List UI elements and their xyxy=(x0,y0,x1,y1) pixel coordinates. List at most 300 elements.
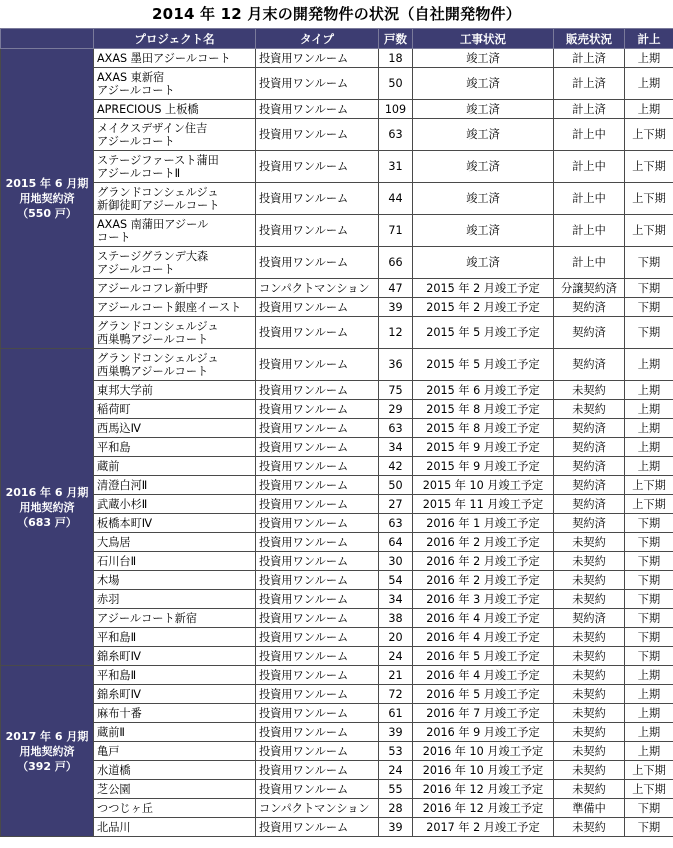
project-name-line: グランドコンシェルジュ xyxy=(97,351,219,365)
booking-cell: 上下期 xyxy=(625,476,673,495)
table-row xyxy=(1,400,673,419)
units-cell: 54 xyxy=(379,571,413,590)
sales-status-cell: 計上済 xyxy=(554,68,625,100)
booking-cell: 上下期 xyxy=(625,495,673,514)
page-title: 2014 年 12 月末の開発物件の状況（自社開発物件） xyxy=(152,5,521,23)
sales-status-cell: 計上中 xyxy=(554,247,625,279)
sales-status-cell: 未契約 xyxy=(554,818,625,837)
development-properties-table xyxy=(0,28,673,837)
project-name-cell xyxy=(94,381,256,400)
type-cell: 投資用ワンルーム xyxy=(256,666,379,685)
units-cell: 42 xyxy=(379,457,413,476)
table-row xyxy=(1,704,673,723)
sales-status-cell: 計上中 xyxy=(554,183,625,215)
construction-status-cell: 竣工済 xyxy=(413,119,554,151)
booking-cell: 下期 xyxy=(625,247,673,279)
type-cell: 投資用ワンルーム xyxy=(256,514,379,533)
type-cell: 投資用ワンルーム xyxy=(256,818,379,837)
construction-status-cell: 2016 年 2 月竣工予定 xyxy=(413,571,554,590)
sales-status-cell: 分譲契約済 xyxy=(554,279,625,298)
units-cell: 63 xyxy=(379,514,413,533)
booking-cell: 上下期 xyxy=(625,215,673,247)
project-name-line: 平和島 xyxy=(97,440,131,454)
project-name-cell xyxy=(94,533,256,552)
project-name-cell xyxy=(94,761,256,780)
sales-status-cell: 計上中 xyxy=(554,215,625,247)
units-cell: 64 xyxy=(379,533,413,552)
construction-status-cell: 竣工済 xyxy=(413,100,554,119)
project-name-cell xyxy=(94,151,256,183)
construction-status-cell: 2016 年 4 月竣工予定 xyxy=(413,609,554,628)
sales-status-cell: 契約済 xyxy=(554,298,625,317)
project-name-line: AXAS 東新宿 xyxy=(97,70,165,84)
project-name-line: 錦糸町Ⅳ xyxy=(97,687,141,701)
construction-status-cell: 2016 年 3 月竣工予定 xyxy=(413,590,554,609)
project-name-line: 清澄白河Ⅱ xyxy=(97,478,148,492)
type-cell: 投資用ワンルーム xyxy=(256,723,379,742)
sales-status-cell: 準備中 xyxy=(554,799,625,818)
type-cell: 投資用ワンルーム xyxy=(256,457,379,476)
project-name-line: 稲荷町 xyxy=(97,402,131,416)
type-cell: コンパクトマンション xyxy=(256,799,379,818)
booking-cell: 下期 xyxy=(625,533,673,552)
project-name-cell xyxy=(94,457,256,476)
project-name-line: 新御徒町アジールコート xyxy=(97,198,220,212)
sales-status-cell: 未契約 xyxy=(554,685,625,704)
type-cell: 投資用ワンルーム xyxy=(256,381,379,400)
booking-cell: 下期 xyxy=(625,571,673,590)
sales-status-cell: 計上中 xyxy=(554,151,625,183)
sales-status-cell: 未契約 xyxy=(554,780,625,799)
construction-status-cell: 2016 年 10 月竣工予定 xyxy=(413,742,554,761)
booking-cell: 下期 xyxy=(625,279,673,298)
type-cell: 投資用ワンルーム xyxy=(256,68,379,100)
project-name-cell xyxy=(94,183,256,215)
booking-cell: 上期 xyxy=(625,704,673,723)
booking-cell: 下期 xyxy=(625,647,673,666)
sales-status-cell: 未契約 xyxy=(554,647,625,666)
project-name-line: 亀戸 xyxy=(97,744,120,758)
header-row xyxy=(1,29,673,49)
table-row xyxy=(1,119,673,151)
project-name-line: アジールコート xyxy=(97,83,175,97)
units-cell: 66 xyxy=(379,247,413,279)
construction-status-cell: 2016 年 5 月竣工予定 xyxy=(413,685,554,704)
project-name-line: 木場 xyxy=(97,573,120,587)
table-row xyxy=(1,818,673,837)
sales-status-cell: 契約済 xyxy=(554,514,625,533)
booking-cell: 下期 xyxy=(625,799,673,818)
type-cell: 投資用ワンルーム xyxy=(256,100,379,119)
project-name-cell xyxy=(94,514,256,533)
project-name-line: 芝公園 xyxy=(97,782,131,796)
project-name-line: ステージファースト蒲田 xyxy=(97,153,219,167)
type-cell: 投資用ワンルーム xyxy=(256,49,379,68)
project-name-line: メイクスデザイン住吉 xyxy=(97,121,208,135)
sales-status-cell: 計上済 xyxy=(554,100,625,119)
units-cell: 61 xyxy=(379,704,413,723)
project-name-line: アジールコートⅡ xyxy=(97,166,181,180)
construction-status-cell: 2015 年 10 月竣工予定 xyxy=(413,476,554,495)
table-row xyxy=(1,183,673,215)
table-row xyxy=(1,349,673,381)
construction-status-cell: 竣工済 xyxy=(413,151,554,183)
units-cell: 109 xyxy=(379,100,413,119)
booking-cell: 下期 xyxy=(625,609,673,628)
construction-status-cell: 2015 年 11 月竣工予定 xyxy=(413,495,554,514)
booking-cell: 上期 xyxy=(625,438,673,457)
header-sales-status: 販売状況 xyxy=(554,29,625,49)
construction-status-cell: 2016 年 9 月竣工予定 xyxy=(413,723,554,742)
units-cell: 71 xyxy=(379,215,413,247)
table-row xyxy=(1,533,673,552)
type-cell: 投資用ワンルーム xyxy=(256,419,379,438)
project-name-cell xyxy=(94,298,256,317)
header-project-name: プロジェクト名 xyxy=(94,29,256,49)
project-name-line: 平和島Ⅱ xyxy=(97,668,137,682)
project-name-cell xyxy=(94,317,256,349)
table-row xyxy=(1,100,673,119)
units-cell: 18 xyxy=(379,49,413,68)
type-cell: 投資用ワンルーム xyxy=(256,533,379,552)
units-cell: 55 xyxy=(379,780,413,799)
project-name-cell xyxy=(94,247,256,279)
units-cell: 63 xyxy=(379,419,413,438)
table-row xyxy=(1,647,673,666)
project-name-line: グランドコンシェルジュ xyxy=(97,319,219,333)
type-cell: 投資用ワンルーム xyxy=(256,247,379,279)
construction-status-cell: 2015 年 8 月竣工予定 xyxy=(413,419,554,438)
table-row xyxy=(1,247,673,279)
type-cell: 投資用ワンルーム xyxy=(256,349,379,381)
booking-cell: 下期 xyxy=(625,317,673,349)
sales-status-cell: 未契約 xyxy=(554,666,625,685)
booking-cell: 下期 xyxy=(625,298,673,317)
table-row xyxy=(1,279,673,298)
table-row xyxy=(1,476,673,495)
project-name-line: 平和島Ⅱ xyxy=(97,630,137,644)
units-cell: 39 xyxy=(379,723,413,742)
project-name-cell xyxy=(94,685,256,704)
booking-cell: 上期 xyxy=(625,68,673,100)
sales-status-cell: 契約済 xyxy=(554,609,625,628)
sales-status-cell: 未契約 xyxy=(554,552,625,571)
table-row xyxy=(1,685,673,704)
construction-status-cell: 2016 年 1 月竣工予定 xyxy=(413,514,554,533)
units-cell: 29 xyxy=(379,400,413,419)
header-booking: 計上 xyxy=(625,29,673,49)
booking-cell: 下期 xyxy=(625,590,673,609)
project-name-cell xyxy=(94,349,256,381)
units-cell: 31 xyxy=(379,151,413,183)
table-row xyxy=(1,590,673,609)
booking-cell: 上期 xyxy=(625,381,673,400)
table-body xyxy=(1,49,673,837)
project-name-line: APRECIOUS 上板橋 xyxy=(97,102,199,116)
sales-status-cell: 未契約 xyxy=(554,742,625,761)
booking-cell: 上期 xyxy=(625,742,673,761)
table-row xyxy=(1,419,673,438)
construction-status-cell: 竣工済 xyxy=(413,49,554,68)
project-name-line: アジールコート銀座イースト xyxy=(97,300,242,314)
booking-cell: 下期 xyxy=(625,552,673,571)
sales-status-cell: 未契約 xyxy=(554,590,625,609)
booking-cell: 上期 xyxy=(625,100,673,119)
project-name-line: 蔵前Ⅱ xyxy=(97,725,125,739)
construction-status-cell: 2015 年 6 月竣工予定 xyxy=(413,381,554,400)
construction-status-cell: 2016 年 7 月竣工予定 xyxy=(413,704,554,723)
project-name-line: 大鳥居 xyxy=(97,535,131,549)
booking-cell: 上期 xyxy=(625,457,673,476)
project-name-cell xyxy=(94,279,256,298)
project-name-line: アジールコート xyxy=(97,262,175,276)
units-cell: 30 xyxy=(379,552,413,571)
project-name-cell xyxy=(94,704,256,723)
table-row xyxy=(1,571,673,590)
project-name-cell xyxy=(94,552,256,571)
units-cell: 39 xyxy=(379,298,413,317)
project-name-cell xyxy=(94,590,256,609)
units-cell: 72 xyxy=(379,685,413,704)
units-cell: 12 xyxy=(379,317,413,349)
booking-cell: 上下期 xyxy=(625,119,673,151)
header-construction-status: 工事状況 xyxy=(413,29,554,49)
fiscal-period-group-label: 2015 年 6 月期 用地契約済 （550 戸） xyxy=(1,49,94,349)
type-cell: 投資用ワンルーム xyxy=(256,317,379,349)
units-cell: 34 xyxy=(379,438,413,457)
project-name-cell xyxy=(94,119,256,151)
project-name-cell xyxy=(94,609,256,628)
construction-status-cell: 2016 年 5 月竣工予定 xyxy=(413,647,554,666)
project-name-cell xyxy=(94,818,256,837)
project-name-line: 麻布十番 xyxy=(97,706,142,720)
project-name-line: アジールコート xyxy=(97,134,175,148)
construction-status-cell: 2015 年 2 月竣工予定 xyxy=(413,279,554,298)
units-cell: 38 xyxy=(379,609,413,628)
units-cell: 75 xyxy=(379,381,413,400)
project-name-line: ステージグランデ大森 xyxy=(97,249,209,263)
booking-cell: 上期 xyxy=(625,723,673,742)
project-name-cell xyxy=(94,419,256,438)
fiscal-period-group-label: 2017 年 6 月期 用地契約済 （392 戸） xyxy=(1,666,94,837)
units-cell: 27 xyxy=(379,495,413,514)
project-name-cell xyxy=(94,742,256,761)
construction-status-cell: 2016 年 2 月竣工予定 xyxy=(413,552,554,571)
project-name-line: 北品川 xyxy=(97,820,131,834)
booking-cell: 上下期 xyxy=(625,780,673,799)
table-row xyxy=(1,609,673,628)
project-name-line: 錦糸町Ⅳ xyxy=(97,649,141,663)
table-row xyxy=(1,298,673,317)
project-name-cell xyxy=(94,438,256,457)
table-row xyxy=(1,151,673,183)
project-name-line: グランドコンシェルジュ xyxy=(97,185,219,199)
project-name-cell xyxy=(94,476,256,495)
type-cell: 投資用ワンルーム xyxy=(256,571,379,590)
type-cell: 投資用ワンルーム xyxy=(256,590,379,609)
table-row xyxy=(1,628,673,647)
header-group-cell xyxy=(1,29,94,49)
project-name-cell xyxy=(94,100,256,119)
sales-status-cell: 未契約 xyxy=(554,704,625,723)
project-name-cell xyxy=(94,400,256,419)
construction-status-cell: 2016 年 4 月竣工予定 xyxy=(413,628,554,647)
project-name-line: AXAS 南蒲田アジール xyxy=(97,217,209,231)
fiscal-period-group-label: 2016 年 6 月期 用地契約済 （683 戸） xyxy=(1,349,94,666)
booking-cell: 上下期 xyxy=(625,183,673,215)
project-name-cell xyxy=(94,49,256,68)
units-cell: 47 xyxy=(379,279,413,298)
table-row xyxy=(1,457,673,476)
project-name-line: アジールコフレ新中野 xyxy=(97,281,208,295)
project-name-line: 西巣鴨アジールコート xyxy=(97,332,209,346)
project-name-cell xyxy=(94,571,256,590)
project-name-cell xyxy=(94,495,256,514)
construction-status-cell: 2016 年 12 月竣工予定 xyxy=(413,799,554,818)
project-name-cell xyxy=(94,723,256,742)
type-cell: 投資用ワンルーム xyxy=(256,438,379,457)
project-name-line: 石川台Ⅱ xyxy=(97,554,137,568)
type-cell: 投資用ワンルーム xyxy=(256,780,379,799)
construction-status-cell: 2015 年 8 月竣工予定 xyxy=(413,400,554,419)
table-row xyxy=(1,799,673,818)
table-row xyxy=(1,381,673,400)
units-cell: 28 xyxy=(379,799,413,818)
sales-status-cell: 契約済 xyxy=(554,419,625,438)
type-cell: 投資用ワンルーム xyxy=(256,298,379,317)
project-name-cell xyxy=(94,628,256,647)
units-cell: 20 xyxy=(379,628,413,647)
project-name-line: つつじヶ丘 xyxy=(97,801,153,815)
type-cell: 投資用ワンルーム xyxy=(256,742,379,761)
booking-cell: 上期 xyxy=(625,49,673,68)
project-name-cell xyxy=(94,780,256,799)
construction-status-cell: 2015 年 9 月竣工予定 xyxy=(413,438,554,457)
table-row xyxy=(1,495,673,514)
project-name-cell xyxy=(94,666,256,685)
table-row xyxy=(1,552,673,571)
type-cell: 投資用ワンルーム xyxy=(256,609,379,628)
project-name-line: 東邦大学前 xyxy=(97,383,153,397)
construction-status-cell: 竣工済 xyxy=(413,215,554,247)
sales-status-cell: 未契約 xyxy=(554,400,625,419)
construction-status-cell: 2016 年 4 月竣工予定 xyxy=(413,666,554,685)
type-cell: 投資用ワンルーム xyxy=(256,476,379,495)
project-name-cell xyxy=(94,799,256,818)
table-row xyxy=(1,215,673,247)
sales-status-cell: 契約済 xyxy=(554,457,625,476)
units-cell: 63 xyxy=(379,119,413,151)
sales-status-cell: 契約済 xyxy=(554,476,625,495)
units-cell: 24 xyxy=(379,761,413,780)
project-name-line: AXAS 墨田アジールコート xyxy=(97,51,231,65)
construction-status-cell: 2015 年 2 月竣工予定 xyxy=(413,298,554,317)
project-name-line: 板橋本町Ⅳ xyxy=(97,516,153,530)
sales-status-cell: 契約済 xyxy=(554,438,625,457)
booking-cell: 上期 xyxy=(625,666,673,685)
construction-status-cell: 2015 年 5 月竣工予定 xyxy=(413,317,554,349)
sales-status-cell: 未契約 xyxy=(554,381,625,400)
table-row xyxy=(1,742,673,761)
construction-status-cell: 2015 年 9 月竣工予定 xyxy=(413,457,554,476)
construction-status-cell: 2016 年 12 月竣工予定 xyxy=(413,780,554,799)
sales-status-cell: 契約済 xyxy=(554,317,625,349)
project-name-line: 蔵前 xyxy=(97,459,120,473)
project-name-line: 水道橋 xyxy=(97,763,131,777)
construction-status-cell: 2016 年 2 月竣工予定 xyxy=(413,533,554,552)
type-cell: 投資用ワンルーム xyxy=(256,685,379,704)
table-row xyxy=(1,723,673,742)
units-cell: 50 xyxy=(379,476,413,495)
project-name-line: 赤羽 xyxy=(97,592,120,606)
units-cell: 36 xyxy=(379,349,413,381)
project-name-line: アジールコート新宿 xyxy=(97,611,198,625)
sales-status-cell: 契約済 xyxy=(554,495,625,514)
type-cell: 投資用ワンルーム xyxy=(256,761,379,780)
project-name-line: 西馬込Ⅳ xyxy=(97,421,141,435)
units-cell: 44 xyxy=(379,183,413,215)
table-row xyxy=(1,780,673,799)
construction-status-cell: 竣工済 xyxy=(413,183,554,215)
type-cell: 投資用ワンルーム xyxy=(256,183,379,215)
type-cell: 投資用ワンルーム xyxy=(256,704,379,723)
units-cell: 50 xyxy=(379,68,413,100)
type-cell: 投資用ワンルーム xyxy=(256,400,379,419)
sales-status-cell: 未契約 xyxy=(554,533,625,552)
type-cell: 投資用ワンルーム xyxy=(256,151,379,183)
sales-status-cell: 契約済 xyxy=(554,349,625,381)
project-name-line: コート xyxy=(97,230,131,244)
header-type: タイプ xyxy=(256,29,379,49)
booking-cell: 上期 xyxy=(625,349,673,381)
units-cell: 21 xyxy=(379,666,413,685)
sales-status-cell: 未契約 xyxy=(554,571,625,590)
table-row xyxy=(1,761,673,780)
construction-status-cell: 2016 年 10 月竣工予定 xyxy=(413,761,554,780)
sales-status-cell: 未契約 xyxy=(554,761,625,780)
construction-status-cell: 竣工済 xyxy=(413,68,554,100)
type-cell: 投資用ワンルーム xyxy=(256,647,379,666)
table-row xyxy=(1,438,673,457)
units-cell: 34 xyxy=(379,590,413,609)
table-row xyxy=(1,666,673,685)
units-cell: 24 xyxy=(379,647,413,666)
booking-cell: 上下期 xyxy=(625,761,673,780)
booking-cell: 上期 xyxy=(625,400,673,419)
project-name-line: 武蔵小杉Ⅱ xyxy=(97,497,148,511)
construction-status-cell: 竣工済 xyxy=(413,247,554,279)
booking-cell: 下期 xyxy=(625,514,673,533)
sales-status-cell: 未契約 xyxy=(554,628,625,647)
table-row xyxy=(1,68,673,100)
booking-cell: 上期 xyxy=(625,419,673,438)
type-cell: コンパクトマンション xyxy=(256,279,379,298)
type-cell: 投資用ワンルーム xyxy=(256,495,379,514)
type-cell: 投資用ワンルーム xyxy=(256,119,379,151)
booking-cell: 下期 xyxy=(625,818,673,837)
project-name-cell xyxy=(94,215,256,247)
sales-status-cell: 計上中 xyxy=(554,119,625,151)
booking-cell: 上期 xyxy=(625,685,673,704)
sales-status-cell: 計上済 xyxy=(554,49,625,68)
project-name-cell xyxy=(94,68,256,100)
sales-status-cell: 未契約 xyxy=(554,723,625,742)
construction-status-cell: 2015 年 5 月竣工予定 xyxy=(413,349,554,381)
type-cell: 投資用ワンルーム xyxy=(256,552,379,571)
type-cell: 投資用ワンルーム xyxy=(256,628,379,647)
booking-cell: 上下期 xyxy=(625,151,673,183)
table-row xyxy=(1,514,673,533)
